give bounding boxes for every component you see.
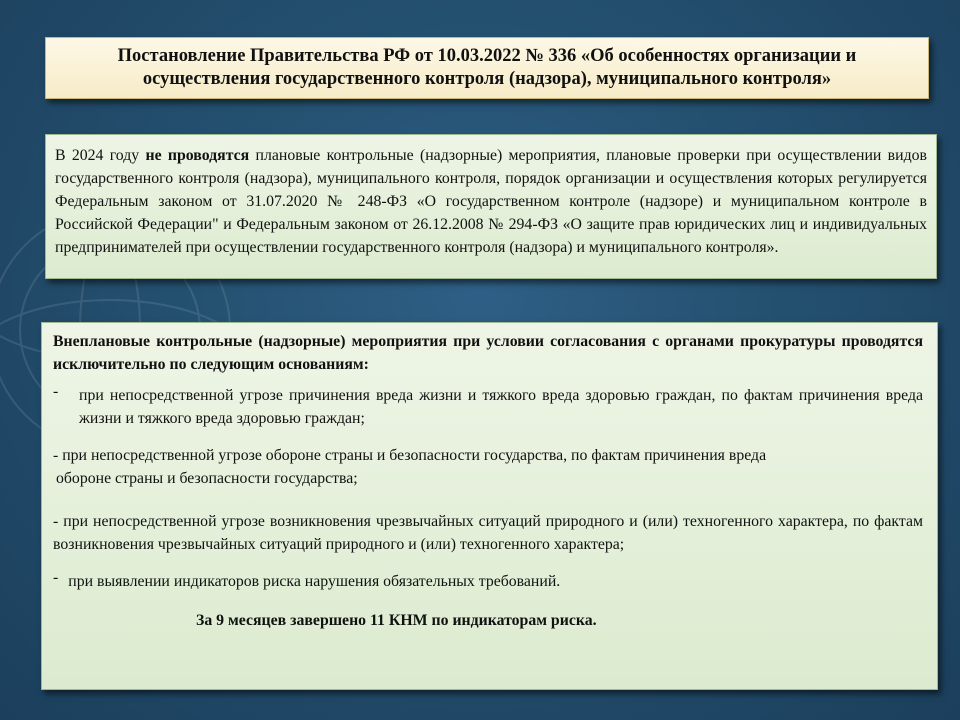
ground-item-3: - при непосредственной угрозе возникновения чрезвычайных ситуаций природного и (или) техногенного характера, по фактам возникновения чрезвычайных ситуаций природного и (или) техногенного характера; (53, 513, 923, 553)
page-title: Постановление Правительства РФ от 10.03.2022 № 336 «Об особенностях организации и осуществления государственного контроля (надзора), муниципального контроля» (117, 46, 857, 89)
dash-marker: - (53, 383, 59, 400)
ground-item-2-line1: - при непосредственной угрозе обороне страны и безопасности государства, по фактам причинения вреда (53, 447, 767, 464)
ground-item-4 (53, 570, 923, 593)
ground-item-1-text: при непосредственной угрозе причинения вреда жизни и тяжкого вреда здоровью граждан, по фактам причинения вреда жизни и тяжкого вреда здоровью граждан; (79, 387, 923, 427)
info-prefix: В 2024 году (55, 147, 146, 164)
summary-text: За 9 месяцев завершено 11 КНМ по индикаторам риска. (196, 612, 597, 629)
ground-item-2-line2: обороне страны и безопасности государства; (56, 470, 358, 487)
ground-item-4-text: при выявлении индикаторов риска нарушения обязательных требований. (68, 573, 561, 590)
ground-item-1 (53, 384, 923, 430)
dash-marker: - (53, 569, 59, 586)
grounds-box (41, 322, 938, 690)
title-box (45, 37, 929, 99)
ground-item-2 (53, 444, 923, 490)
info-box (45, 134, 937, 279)
info-text: плановые контрольные (надзорные) мероприятия, плановые проверки при осуществлении видов государственного контроля (надзора), муниципального контроля, порядок организации и осуществления которых регулируется Федеральным законом от 31.07.2020 № 248-ФЗ «О государственном контроле (надзоре) и муниципальном контроле в Российской Федерации" и Федеральным законом от 26.12.2008 № 294-ФЗ «О защите прав юридических лиц и индивидуальных предпринимателей при осуществлении государственного контроля (надзора) и муниципального контроля». (55, 147, 927, 256)
info-emphasis: не проводятся (145, 147, 250, 164)
grounds-intro: Внеплановые контрольные (надзорные) мероприятия при условии согласования с органами прокуратуры проводятся исключительно по следующим основаниям: (53, 333, 923, 373)
